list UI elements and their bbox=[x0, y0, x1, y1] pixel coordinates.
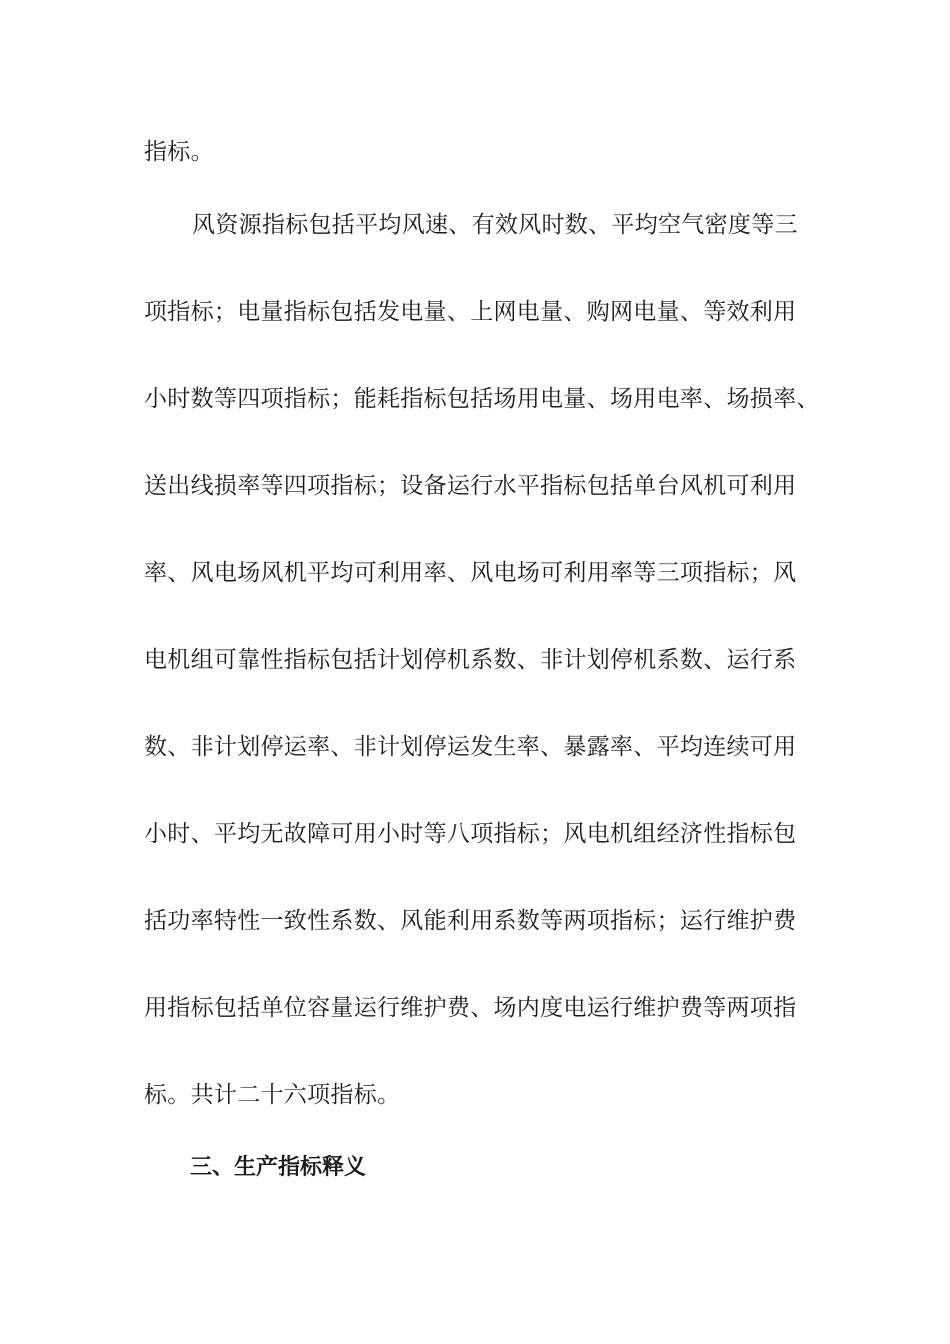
section-heading: 三、生产指标释义 bbox=[190, 1155, 367, 1180]
paragraph-line: 用指标包括单位容量运行维护费、场内度电运行维护费等两项指 bbox=[144, 995, 797, 1021]
paragraph-line: 括功率特性一致性系数、风能利用系数等两项指标；运行维护费 bbox=[144, 908, 797, 934]
paragraph-line: 风资源指标包括平均风速、有效风时数、平均空气密度等三 bbox=[192, 212, 798, 238]
paragraph-line: 小时数等四项指标；能耗指标包括场用电量、场用电率、场损率、 bbox=[144, 386, 820, 412]
paragraph-line: 送出线损率等四项指标；设备运行水平指标包括单台风机可利用 bbox=[144, 473, 797, 499]
paragraph-line: 数、非计划停运率、非计划停运发生率、暴露率、平均连续可用 bbox=[144, 734, 797, 760]
paragraph-line: 率、风电场风机平均可利用率、风电场可利用率等三项指标；风 bbox=[144, 560, 797, 586]
paragraph-line: 项指标；电量指标包括发电量、上网电量、购网电量、等效利用 bbox=[144, 299, 797, 325]
paragraph-continuation: 指标。 bbox=[144, 139, 214, 165]
paragraph-line: 标。共计二十六项指标。 bbox=[144, 1082, 401, 1108]
paragraph-line: 小时、平均无故障可用小时等八项指标；风电机组经济性指标包 bbox=[144, 821, 797, 847]
paragraph-line: 电机组可靠性指标包括计划停机系数、非计划停机系数、运行系 bbox=[144, 647, 797, 673]
